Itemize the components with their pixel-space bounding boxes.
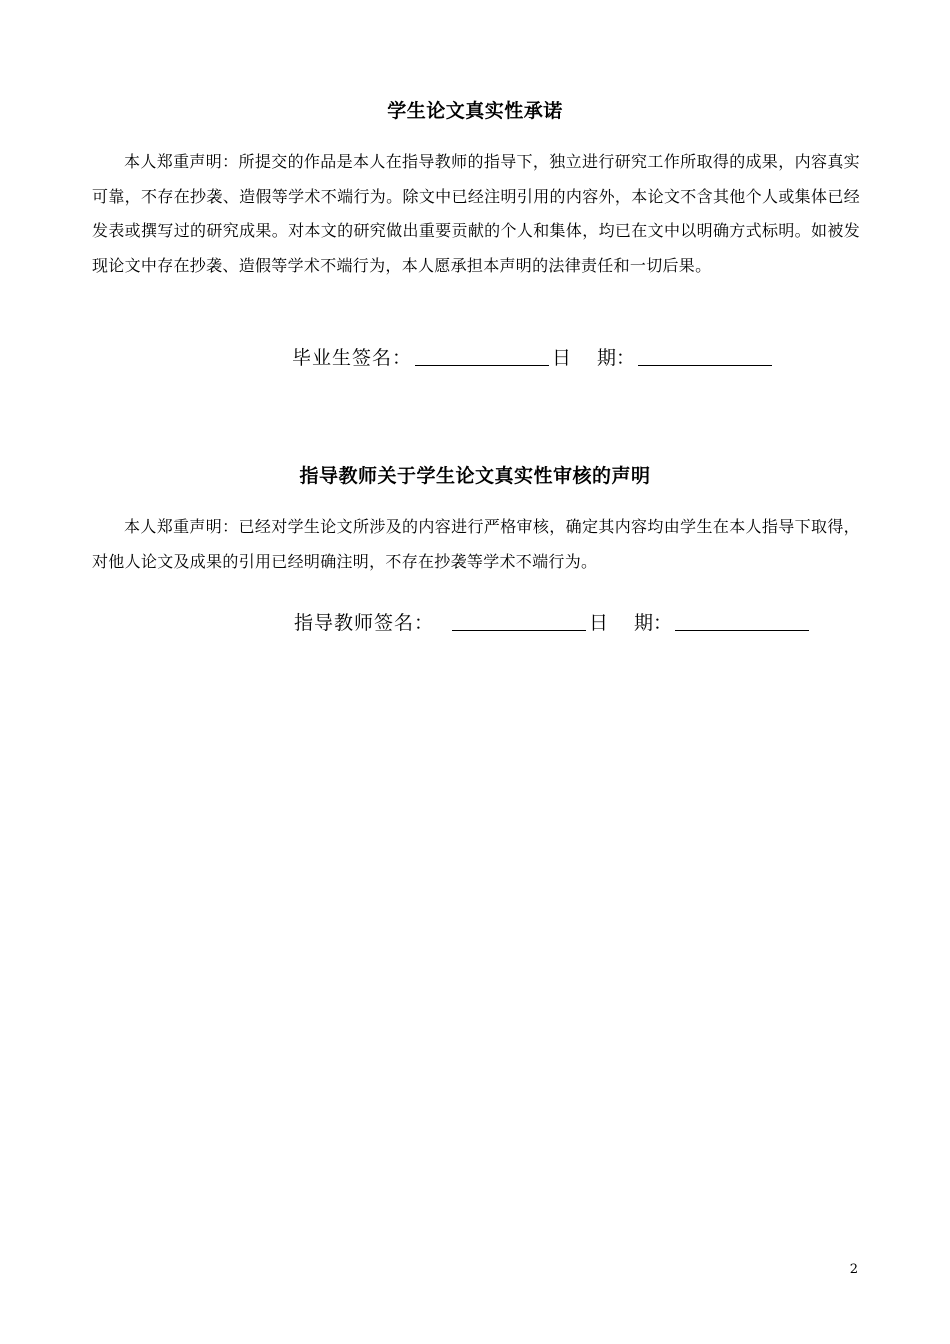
supervisor-date-blank	[675, 612, 809, 631]
supervisor-signature-blank	[452, 612, 586, 631]
supervisor-signature-label: 指导教师签名：	[294, 612, 435, 634]
student-date-label	[552, 343, 635, 370]
student-signature-label: 毕业生签名：	[292, 347, 413, 369]
commitment-title: 学生论文真实性承诺	[387, 100, 563, 122]
student-signature-blank	[415, 347, 549, 366]
supervisor-date-label	[589, 608, 672, 635]
student-date-blank	[638, 347, 772, 366]
student-signature-row	[292, 343, 775, 370]
supervisor-date-label-part1: 日	[589, 612, 609, 634]
supervisor-statement-body: 本人郑重声明：已经对学生论文所涉及的内容进行严格审核，确定其内容均由学生在本人指导下取得，对他人论文及成果的引用已经明确注明，不存在抄袭等学术不端行为。	[92, 517, 860, 571]
student-date-label-part1: 日	[552, 347, 572, 369]
supervisor-statement-title: 指导教师关于学生论文真实性审核的声明	[299, 465, 651, 487]
supervisor-date-label-part2: 期：	[634, 612, 673, 634]
commitment-body: 本人郑重声明：所提交的作品是本人在指导教师的指导下，独立进行研究工作所取得的成果，内容真实可靠，不存在抄袭、造假等学术不端行为。除文中已经注明引用的内容外，本论文不含其他个人或集体已经发表或撰写过的研究成果。对本文的研究做出重要贡献的个人和集体，均已在文中以明确方式标明。如被发现论文中存在抄袭、造假等学术不端行为，本人愿承担本声明的法律责任和一切后果。	[92, 152, 860, 275]
supervisor-signature-row	[294, 608, 812, 635]
student-date-label-part2: 期：	[597, 347, 636, 369]
page-number: 2	[849, 1262, 858, 1277]
